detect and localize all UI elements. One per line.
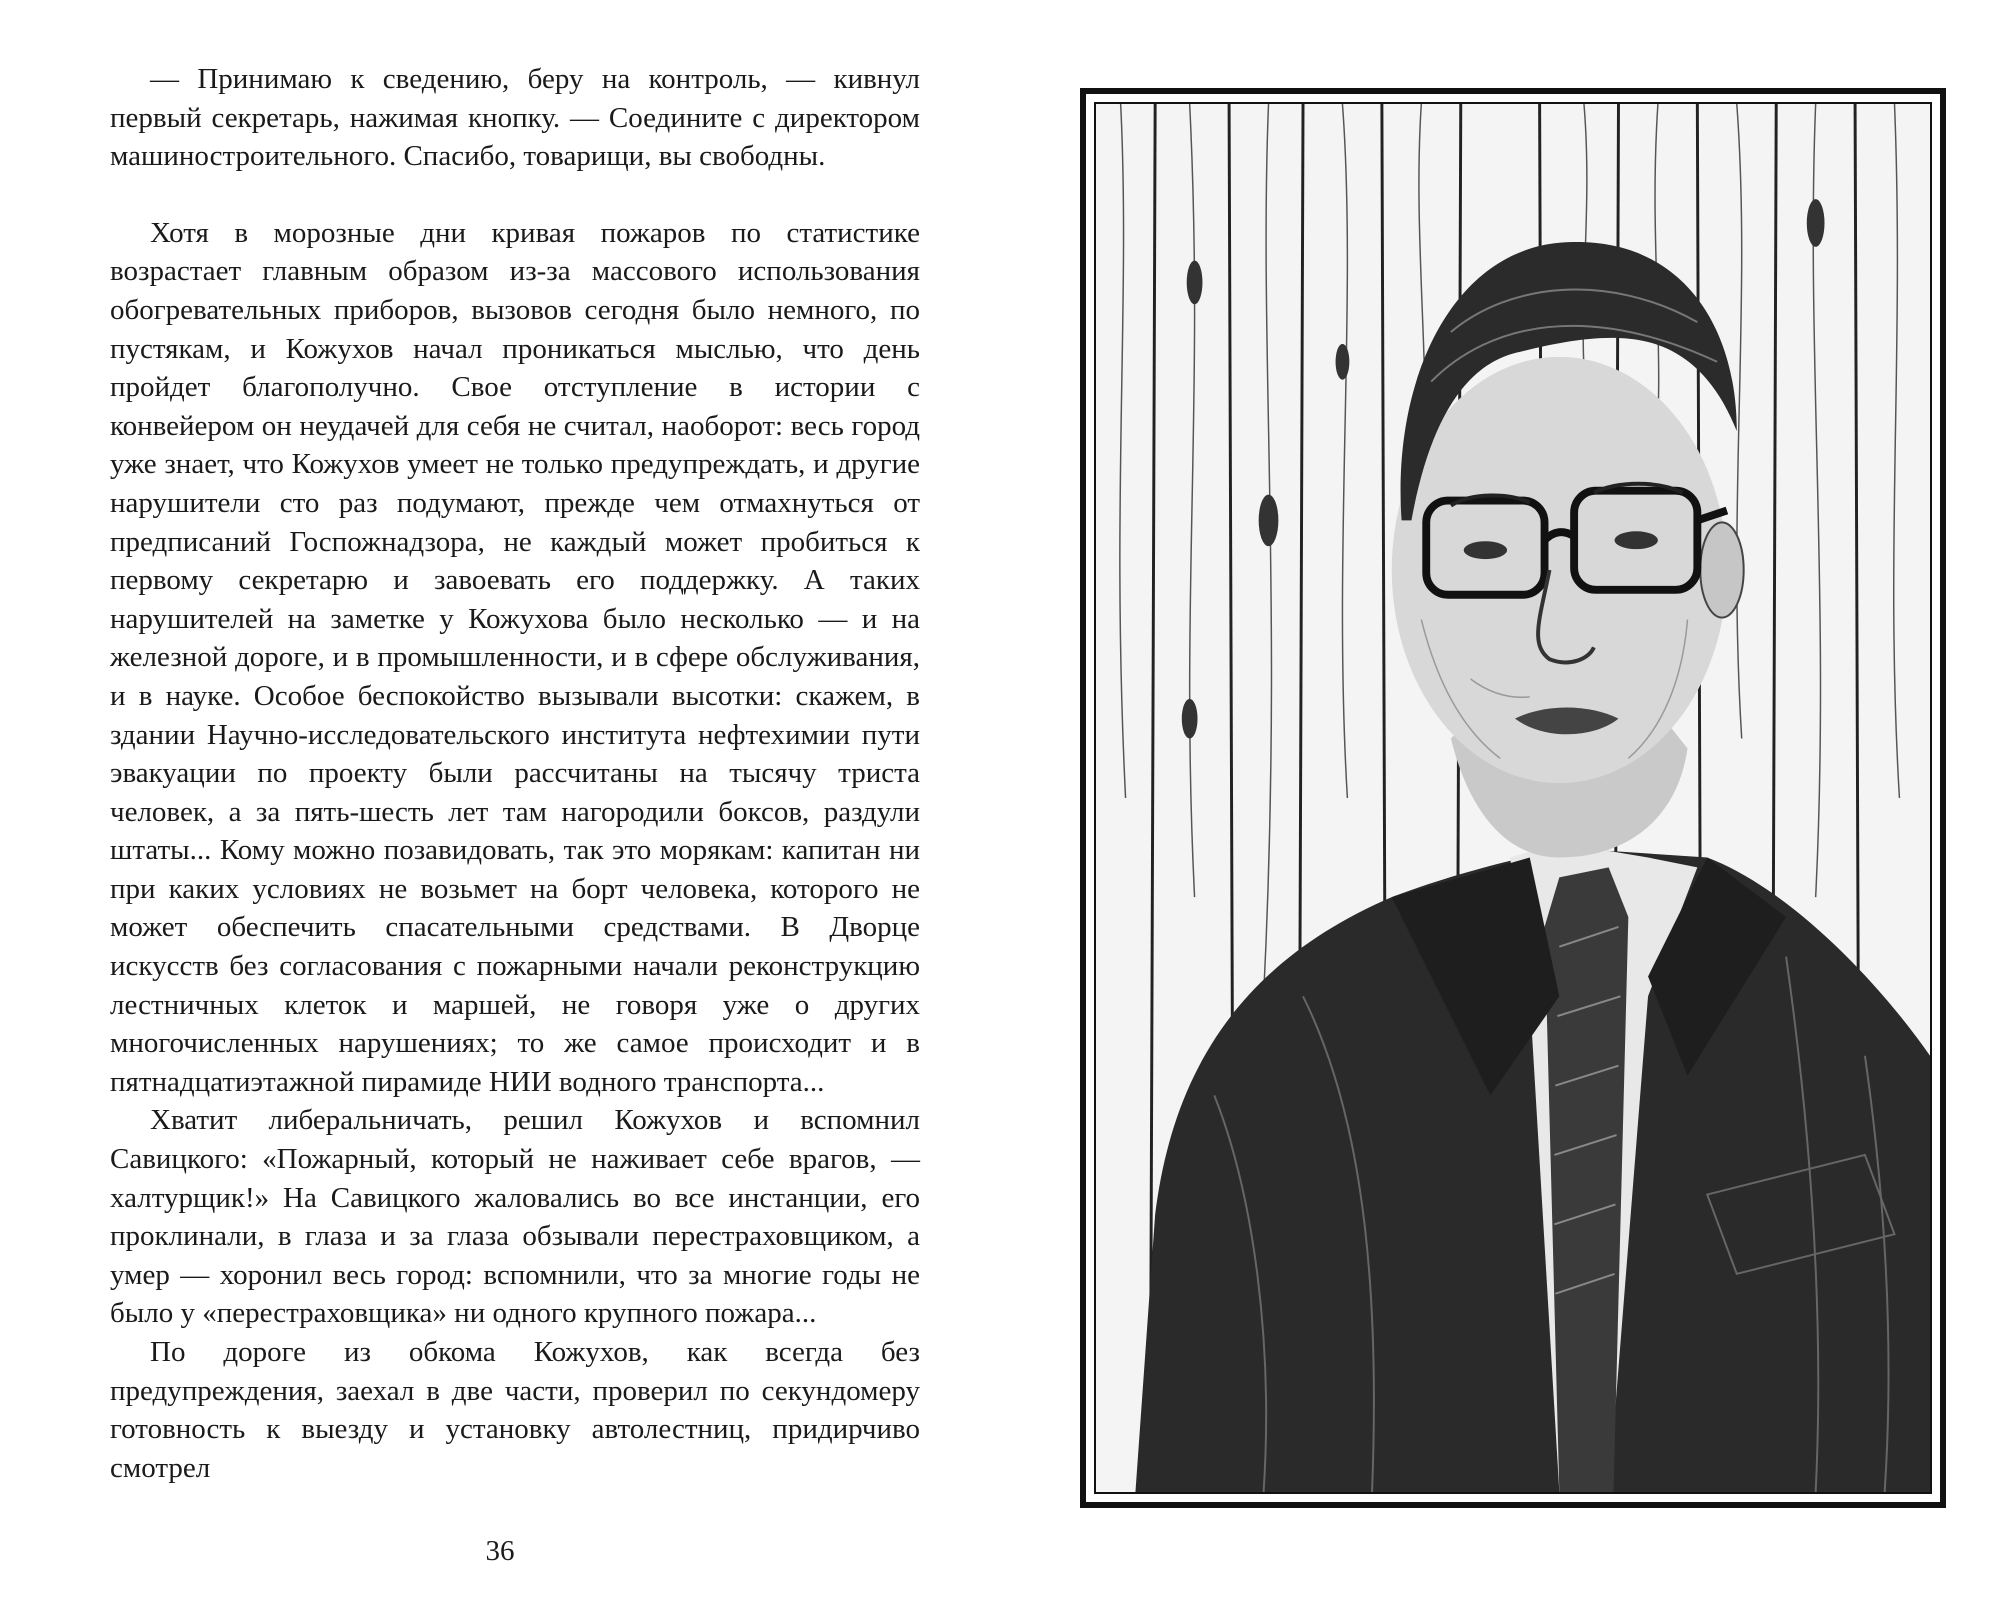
- paragraph: По дороге из обкома Кожухов, как всегда без предупреждения, заехал в две части, проверил по секундомеру готовность к выезду и установку автолестниц, придирчиво смотрел: [110, 1336, 920, 1484]
- illustration-frame: [1080, 88, 1946, 1508]
- paragraph: — Принимаю к сведению, беру на контроль, — кивнул первый секретарь, нажимая кнопку. — Соедините с директором машиностроительного. Спасибо, товарищи, вы свободны.: [110, 63, 920, 173]
- portrait-illustration-icon: [1094, 102, 1932, 1494]
- right-page: [1000, 0, 2000, 1610]
- body-text: [110, 60, 920, 1487]
- paragraph: Хватит либеральничать, решил Кожухов и вспомнил Савицкого: «Пожарный, который не наживает себе врагов, — халтурщик!» На Савицкого жаловались во все инстанции, его проклинали, в глаза и за глаза обзывали перестраховщиком, а умер — хоронил весь город: вспомнили, что за многие годы не было у «перестраховщика» ни одного крупного пожара...: [110, 1104, 920, 1330]
- page-number: 36: [485, 1535, 515, 1567]
- paragraph: Хотя в морозные дни кривая пожаров по статистике возрастает главным образом из-за массового использования обогревательных приборов, вызовов сегодня было немного, по пустякам, и Кожухов начал проникаться мыслью, что день пройдет благополучно. Свое отступление в истории с конвейером он неудачей для себя не считал, наоборот: весь город уже знает, что Кожухов умеет не только предупреждать, и другие нарушители сто раз подумают, прежде чем отмахнуться от предписаний Госпожнадзора, не каждый может пробиться к первому секретарю и завоевать его поддержку. А таких нарушителей на заметке у Кожухова было несколько — и на железной дороге, и в промышленности, и в сфере обслуживания, и в науке. Особое беспокойство вызывали высотки: скажем, в здании Научно-исследовательского института нефтехимии пути эвакуации по проекту были рассчитаны на тысячу триста человек, а за пять-шесть лет там нагородили боксов, раздули штаты... Кому можно позавидовать, так это морякам: капитан ни при каких условиях не возьмет на борт человека, которого не может обеспечить спасательными средствами. В Дворце искусств без согласования с пожарными начали реконструкцию лестничных клеток и маршей, не говоря уже о других многочисленных нарушениях; то же самое происходит и в пятнадцатиэтажной пирамиде НИИ водного транспорта...: [110, 216, 920, 1098]
